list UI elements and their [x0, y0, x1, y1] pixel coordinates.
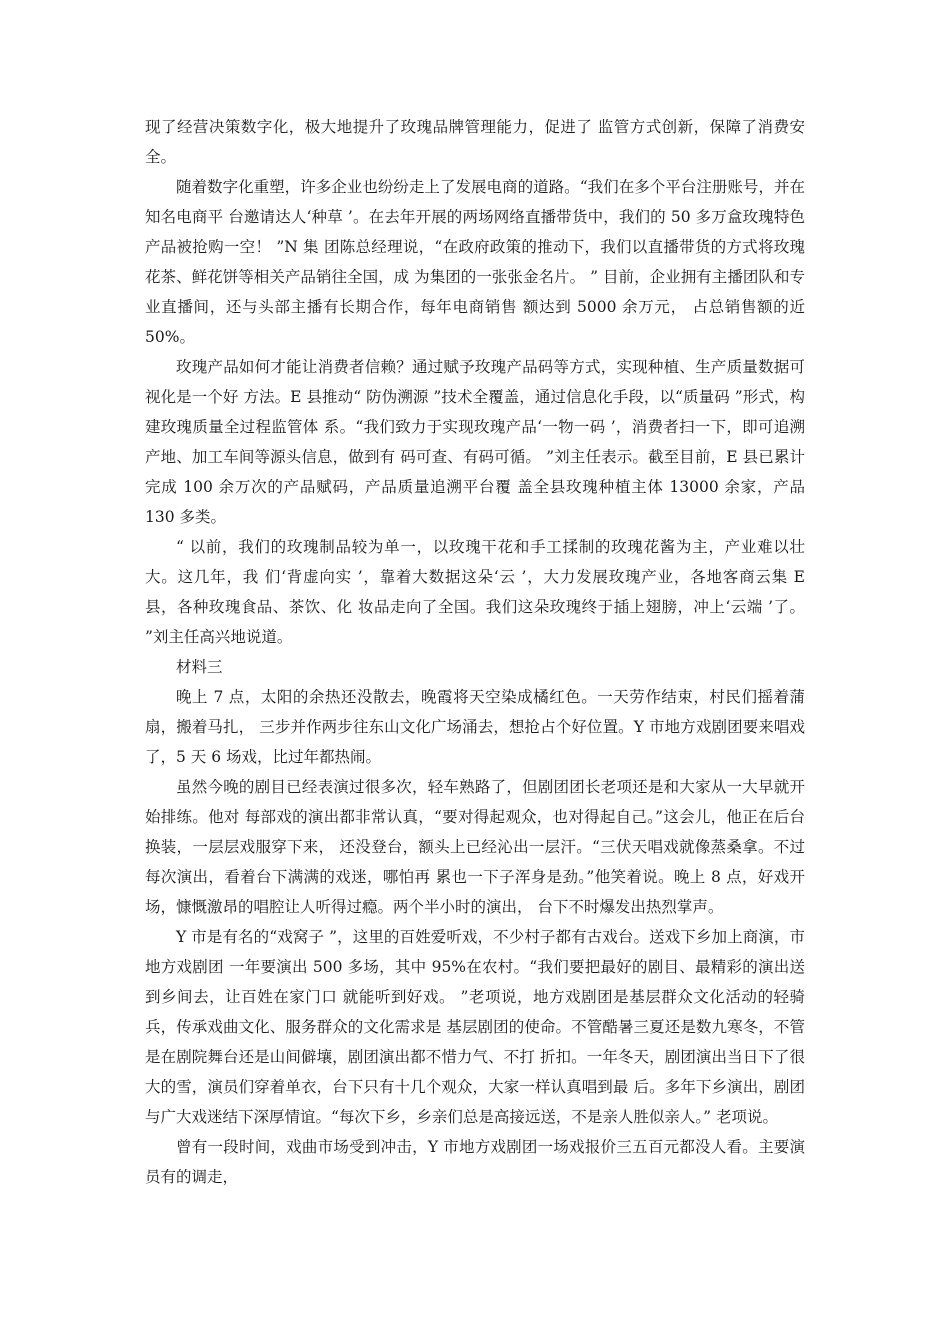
paragraph-opera-nest: Y 市是有名的“戏窝子 ”，这里的百姓爱听戏，不少村子都有古戏台。送戏下乡加上商演，市地方戏剧团 一年要演出 500 多场，其中 95%在农村。“我们要把最好的剧目、最精彩的演出送到乡间去，让百姓在家门口 就能听到好戏。 ”老项说，地方戏剧团是基层群众文化活动的轻骑兵，传承戏曲文化、服务群众的文化需求是 基层剧团的使命。不管酷暑三夏还是数九寒冬，不管是在剧院舞台还是山间僻壤，剧团演出都不惜力气、不打 折扣。一年冬天，剧团演出当日下了很大的雪，演员们穿着单衣，台下只有十几个观众，大家一样认真唱到最 后。多年下乡演出，剧团与广大戏迷结下深厚情谊。“每次下乡，乡亲们总是高接远送，不是亲人胜似亲人。” 老项说。	[145, 928, 805, 1126]
paragraph-industry: “ 以前，我们的玫瑰制品较为单一，以玫瑰干花和手工揉制的玫瑰花酱为主，产业难以壮大。这几年，我 们‘背虚向实 ’，靠着大数据这朵‘云 ’，大力发展玫瑰产业，各地客商云集 E 县，各种玫瑰食品、茶饮、化 妆品走向了全国。我们这朵玫瑰终于插上翅膀，冲上‘云端 ’了。 ”刘主任高兴地说道。	[145, 538, 805, 646]
paragraph-continuation: 现了经营决策数字化，极大地提升了玫瑰品牌管理能力，促进了 监管方式创新，保障了消费安全。	[145, 118, 805, 166]
paragraph-ecommerce: 随着数字化重塑，许多企业也纷纷走上了发展电商的道路。“我们在多个平台注册账号，并在知名电商平 台邀请达人‘种草 ’。在去年开展的两场网络直播带货中，我们的 50 多万盒玫瑰特色产品被抢购一空！ ”N 集 团陈总经理说，“在政府政策的推动下，我们以直播带货的方式将玫瑰花茶、鲜花饼等相关产品销往全国，成 为集团的一张张金名片。 ” 目前，企业拥有主播团队和专业直播间，还与头部主播有长期合作，每年电商销售 额达到 5000 余万元， 占总销售额的近 50%。	[145, 178, 805, 346]
paragraph-market-impact: 曾有一段时间，戏曲市场受到冲击，Y 市地方戏剧团一场戏报价三五百元都没人看。主要演员有的调走，	[145, 1138, 805, 1186]
paragraph-evening-opera: 晚上 7 点，太阳的余热还没散去，晚霞将天空染成橘红色。一天劳作结束，村民们摇着蒲扇，搬着马扎， 三步并作两步往东山文化广场涌去，想抢占个好位置。Y 市地方戏剧团要来唱戏了，5 天 6 场戏，比过年都热闹。	[145, 688, 805, 766]
section-heading-material-three: 材料三	[176, 658, 223, 676]
paragraph-rehearsal: 虽然今晚的剧目已经表演过很多次，轻车熟路了，但剧团团长老项还是和大家从一大早就开始排练。他对 每部戏的演出都非常认真，“要对得起观众，也对得起自己。”这会儿，他正在后台换装，一层层戏服穿下来， 还没登台，额头上已经沁出一层汗。“三伏天唱戏就像蒸桑拿。不过每次演出，看着台下满满的戏迷，哪怕再 累也一下子浑身是劲。”他笑着说。晚上 8 点，好戏开场，慷慨激昂的唱腔让人听得过瘾。两个半小时的演出， 台下不时爆发出热烈掌声。	[145, 778, 805, 916]
paragraph-traceability: 玫瑰产品如何才能让消费者信赖？通过赋予玫瑰产品码等方式，实现种植、生产质量数据可视化是一个好 方法。E 县推动“ 防伪溯源 ”技术全覆盖，通过信息化手段，以“质量码 ”形式，构建玫瑰质量全过程监管体 系。“我们致力于实现玫瑰产品‘一物一码 ’，消费者扫一下，即可追溯产地、加工车间等源头信息，做到有 码可查、有码可循。 ”刘主任表示。截至目前，E 县已累计完成 100 余万次的产品赋码，产品质量追溯平台覆 盖全县玫瑰种植主体 13000 余家，产品 130 多类。	[145, 358, 805, 526]
